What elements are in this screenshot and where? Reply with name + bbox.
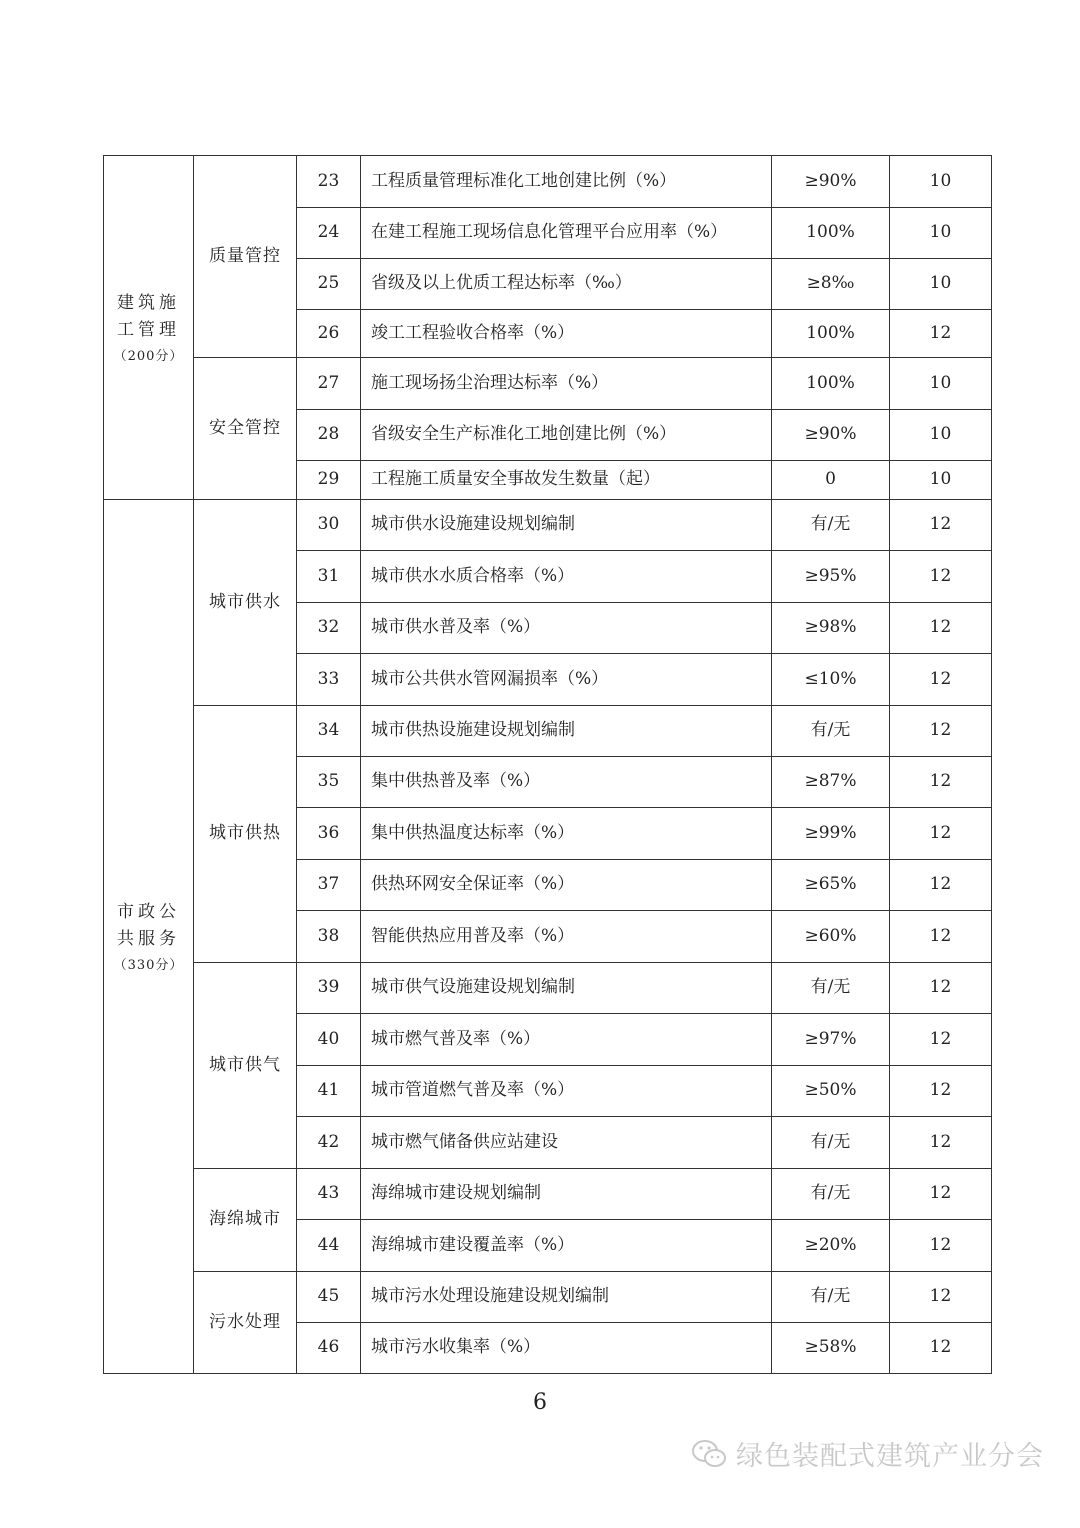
table-row xyxy=(104,358,992,410)
indicator-name: 城市污水处理设施建设规划编制 xyxy=(361,1272,772,1323)
indicator-score: 12 xyxy=(890,1323,992,1374)
table-row xyxy=(104,156,992,208)
row-number: 44 xyxy=(297,1220,361,1272)
indicator-target: 0 xyxy=(772,461,890,500)
row-number: 46 xyxy=(297,1323,361,1374)
indicator-score: 12 xyxy=(890,706,992,757)
row-number: 38 xyxy=(297,911,361,963)
indicator-score: 10 xyxy=(890,259,992,310)
indicator-target: ≥60% xyxy=(772,911,890,963)
row-number: 35 xyxy=(297,757,361,808)
indicator-score: 10 xyxy=(890,358,992,410)
table-row xyxy=(104,500,992,551)
row-number: 28 xyxy=(297,410,361,461)
watermark xyxy=(690,1434,1044,1473)
indicator-target: ≥97% xyxy=(772,1014,890,1066)
indicator-name: 城市供水普及率（%） xyxy=(361,603,772,654)
indicator-score: 12 xyxy=(890,1117,992,1169)
row-number: 30 xyxy=(297,500,361,551)
indicator-score: 12 xyxy=(890,310,992,358)
indicator-target: ≥8‰ xyxy=(772,259,890,310)
wechat-icon xyxy=(690,1438,728,1470)
indicator-target: 有/无 xyxy=(772,963,890,1014)
indicator-target: ≥87% xyxy=(772,757,890,808)
indicator-name: 城市供气设施建设规划编制 xyxy=(361,963,772,1014)
row-number: 27 xyxy=(297,358,361,410)
category-name-line: 共服务 xyxy=(117,929,180,950)
indicator-name: 集中供热温度达标率（%） xyxy=(361,808,772,860)
row-number: 43 xyxy=(297,1169,361,1220)
row-number: 25 xyxy=(297,259,361,310)
row-number: 31 xyxy=(297,551,361,603)
indicator-name: 竣工工程验收合格率（%） xyxy=(361,310,772,358)
indicator-target: ≥95% xyxy=(772,551,890,603)
table-row xyxy=(104,1272,992,1323)
indicator-target: 有/无 xyxy=(772,500,890,551)
row-number: 45 xyxy=(297,1272,361,1323)
indicator-target: 100% xyxy=(772,358,890,410)
indicator-target: 有/无 xyxy=(772,1117,890,1169)
indicator-score: 12 xyxy=(890,551,992,603)
subcategory-cell: 城市供气 xyxy=(194,963,297,1169)
row-number: 26 xyxy=(297,310,361,358)
indicator-score: 12 xyxy=(890,757,992,808)
row-number: 41 xyxy=(297,1066,361,1117)
indicator-target: 100% xyxy=(772,208,890,259)
table-row xyxy=(104,963,992,1014)
indicator-name: 省级及以上优质工程达标率（‰） xyxy=(361,259,772,310)
watermark-text: 绿色装配式建筑产业分会 xyxy=(736,1441,1044,1472)
indicator-name: 城市管道燃气普及率（%） xyxy=(361,1066,772,1117)
indicator-target: 100% xyxy=(772,310,890,358)
row-number: 33 xyxy=(297,654,361,706)
indicator-target: ≥58% xyxy=(772,1323,890,1374)
indicator-score: 10 xyxy=(890,410,992,461)
indicator-score: 12 xyxy=(890,911,992,963)
indicator-name: 城市公共供水管网漏损率（%） xyxy=(361,654,772,706)
indicator-target: ≥65% xyxy=(772,860,890,911)
subcategory-cell: 质量管控 xyxy=(194,156,297,358)
row-number: 23 xyxy=(297,156,361,208)
row-number: 42 xyxy=(297,1117,361,1169)
category-cell xyxy=(104,156,194,500)
table-row xyxy=(104,706,992,757)
category-cell xyxy=(104,500,194,1374)
indicator-score: 12 xyxy=(890,500,992,551)
indicator-target: ≥50% xyxy=(772,1066,890,1117)
indicator-score: 12 xyxy=(890,1272,992,1323)
indicator-score: 12 xyxy=(890,1169,992,1220)
row-number: 40 xyxy=(297,1014,361,1066)
indicator-target: ≥90% xyxy=(772,410,890,461)
category-name-line: 建筑施 xyxy=(117,293,180,314)
indicator-target: ≥90% xyxy=(772,156,890,208)
row-number: 34 xyxy=(297,706,361,757)
indicator-name: 城市供水设施建设规划编制 xyxy=(361,500,772,551)
category-name-line: 市政公 xyxy=(117,902,180,923)
indicator-score: 10 xyxy=(890,461,992,500)
row-number: 24 xyxy=(297,208,361,259)
indicator-name: 城市燃气储备供应站建设 xyxy=(361,1117,772,1169)
row-number: 37 xyxy=(297,860,361,911)
indicator-target: ≥99% xyxy=(772,808,890,860)
indicator-name: 海绵城市建设覆盖率（%） xyxy=(361,1220,772,1272)
indicator-name: 省级安全生产标准化工地创建比例（%） xyxy=(361,410,772,461)
indicator-score: 12 xyxy=(890,1014,992,1066)
table-row xyxy=(104,1169,992,1220)
indicator-score: 12 xyxy=(890,808,992,860)
indicator-name: 集中供热普及率（%） xyxy=(361,757,772,808)
indicator-name: 城市供水水质合格率（%） xyxy=(361,551,772,603)
row-number: 36 xyxy=(297,808,361,860)
indicator-name: 施工现场扬尘治理达标率（%） xyxy=(361,358,772,410)
indicator-name: 城市燃气普及率（%） xyxy=(361,1014,772,1066)
row-number: 32 xyxy=(297,603,361,654)
subcategory-cell: 城市供水 xyxy=(194,500,297,706)
indicator-score: 12 xyxy=(890,963,992,1014)
indicator-target: 有/无 xyxy=(772,706,890,757)
indicator-score: 10 xyxy=(890,208,992,259)
indicator-name: 海绵城市建设规划编制 xyxy=(361,1169,772,1220)
indicator-score: 12 xyxy=(890,1220,992,1272)
subcategory-cell: 城市供热 xyxy=(194,706,297,963)
row-number: 39 xyxy=(297,963,361,1014)
page-number: 6 xyxy=(533,1390,547,1415)
indicator-name: 智能供热应用普及率（%） xyxy=(361,911,772,963)
indicator-target: 有/无 xyxy=(772,1272,890,1323)
indicator-table xyxy=(103,155,992,1374)
subcategory-cell: 海绵城市 xyxy=(194,1169,297,1272)
indicator-score: 12 xyxy=(890,860,992,911)
subcategory-cell: 安全管控 xyxy=(194,358,297,500)
indicator-score: 12 xyxy=(890,654,992,706)
indicator-target: ≥20% xyxy=(772,1220,890,1272)
row-number: 29 xyxy=(297,461,361,500)
indicator-score: 12 xyxy=(890,1066,992,1117)
indicator-score: 10 xyxy=(890,156,992,208)
indicator-name: 工程施工质量安全事故发生数量（起） xyxy=(361,461,772,500)
indicator-target: 有/无 xyxy=(772,1169,890,1220)
category-score: （330分） xyxy=(113,957,184,973)
category-score: （200分） xyxy=(113,348,184,364)
indicator-score: 12 xyxy=(890,603,992,654)
indicator-name: 工程质量管理标准化工地创建比例（%） xyxy=(361,156,772,208)
subcategory-cell: 污水处理 xyxy=(194,1272,297,1374)
indicator-name: 供热环网安全保证率（%） xyxy=(361,860,772,911)
indicator-target: ≤10% xyxy=(772,654,890,706)
indicator-target: ≥98% xyxy=(772,603,890,654)
category-name-line: 工管理 xyxy=(117,320,180,341)
indicator-name: 城市供热设施建设规划编制 xyxy=(361,706,772,757)
indicator-name: 在建工程施工现场信息化管理平台应用率（%） xyxy=(361,208,772,259)
indicator-name: 城市污水收集率（%） xyxy=(361,1323,772,1374)
